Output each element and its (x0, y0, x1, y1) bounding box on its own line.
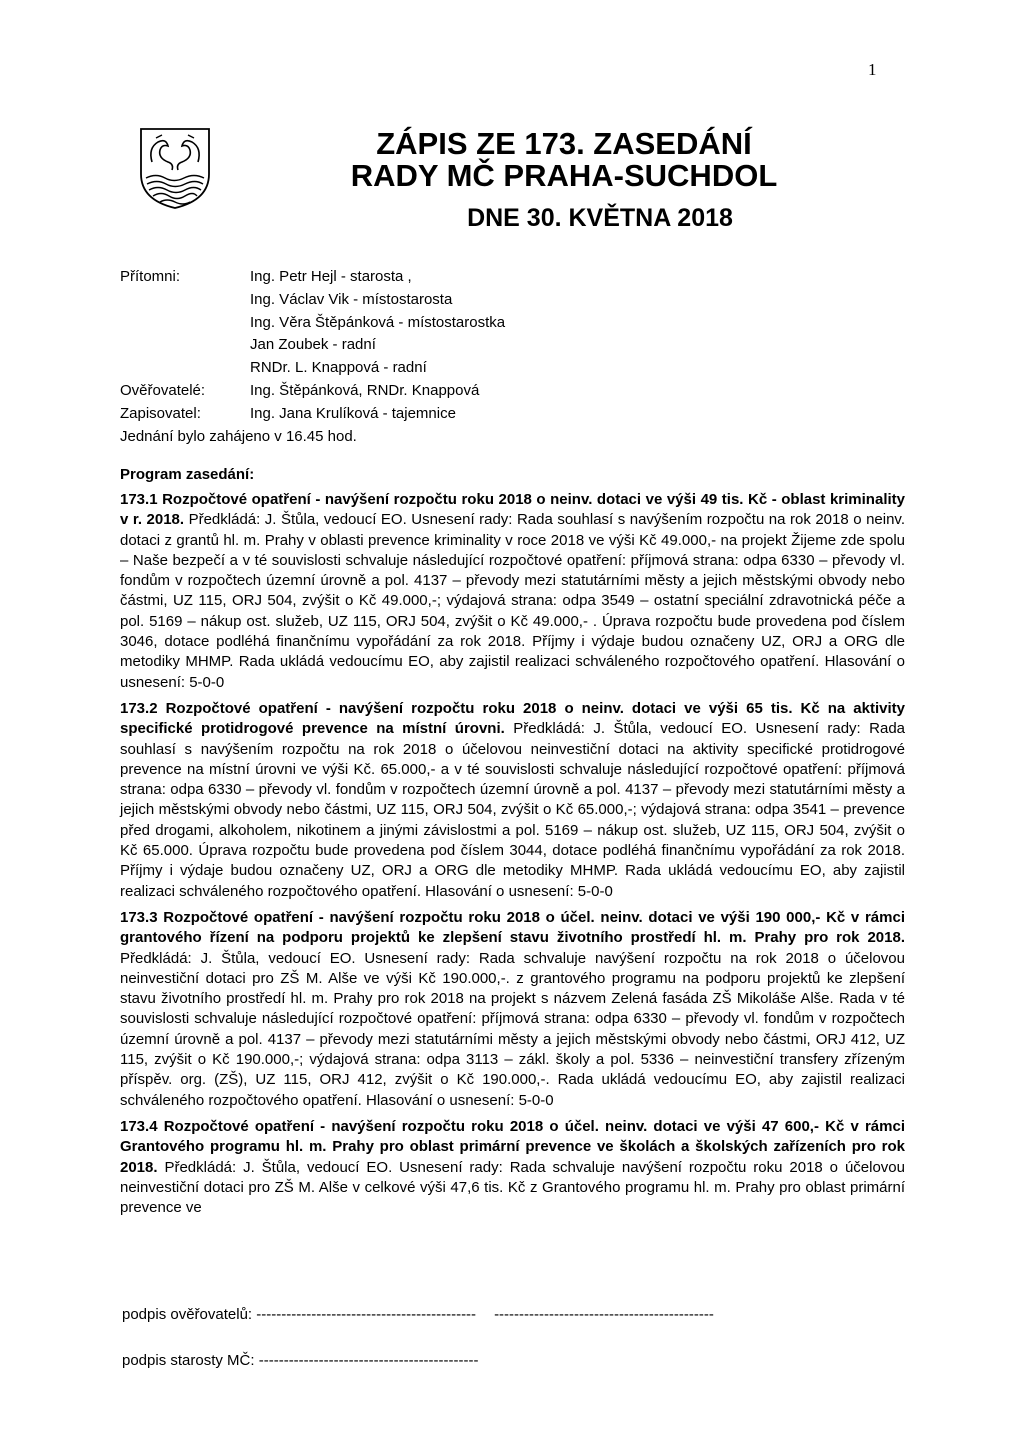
agenda-items (120, 490, 905, 1224)
signature-dashes: -------------------------------------------- (258, 1352, 479, 1369)
document-title-line1: ZÁPIS ZE 173. ZASEDÁNÍ (376, 126, 752, 161)
present-row (120, 266, 505, 289)
attendance-block (120, 266, 505, 448)
agenda-item (120, 490, 905, 693)
present-member: Jan Zoubek - radní (250, 336, 376, 354)
document-date: DNE 30. KVĚTNA 2018 (467, 204, 733, 232)
signature-dashes: -------------------------------------------- (256, 1306, 477, 1323)
present-member: Ing. Věra Štěpánková - místostarostka (250, 313, 506, 331)
verifiers-names: Ing. Štěpánková, RNDr. Knappová (250, 381, 480, 399)
present-member: Ing. Václav Vik - místostarosta (250, 290, 453, 308)
verifiers-signature-line (122, 1306, 714, 1323)
agenda-item-heading: 173.4 Rozpočtové opatření - navýšení rozpočtu roku 2018 o účel. neinv. dotaci ve výši 47 600,- Kč v rámci Grantového programu hl. m. Prahy pro oblast primární prevence ve školách a školských zařízeních pro rok 2018. (120, 1117, 905, 1176)
signature-dashes: -------------------------------------------- (494, 1306, 714, 1323)
verifiers-row (120, 380, 505, 403)
document-title-line2: RADY MČ PRAHA-SUCHDOL (350, 158, 778, 193)
agenda-item-body: Předkládá: J. Štůla, vedoucí EO. Usnesení rady: Rada schvaluje navýšení rozpočtu roku 2018 o účelovou neinvestiční dotaci pro ZŠ M. Alše v celkové výši 47,6 tis. Kč z Grantového programu hl. m. Prahy pro oblast primární prevence ve (120, 1158, 905, 1217)
agenda-item-heading: 173.2 Rozpočtové opatření - navýšení rozpočtu roku 2018 o neinv. dotaci ve výši 65 tis. Kč na aktivity specifické protidrogové prevence na místní úrovni. (120, 699, 905, 738)
meeting-start: Jednání bylo zahájeno v 16.45 hod. (120, 427, 357, 445)
agenda-item-body: Předkládá: J. Štůla, vedoucí EO. Usnesení rady: Rada schvaluje navýšení rozpočtu na rok 2018 o účelovou neinvestiční dotaci pro ZŠ M. Alše ve výši Kč 190.000,-. z grantového programu na podporu projektů ke zlepšení stavu životního prostředí hl. m. Prahy pro rok 2018 na projekt s názvem Zelená fasáda ZŠ Mikoláše Alše. Rada v té souvislosti schvaluje následující rozpočtové opatření: příjmová strana: odpa 6330 – převody vl. fondům v rozpočtech územní úrovně a pol. 4137 – převody mezi statutárními městy a jejich městskými obvody nebo částmi, ORJ 412, UZ 115, zvýšit o Kč 190.000,-; výdajová strana: odpa 3113 – zákl. školy a pol. 5336 – neinvestiční transfery zřízeným příspěv. org. (ZŠ), UZ 115, ORJ 412, zvýšit o Kč 190.000,-. Rada ukládá vedoucímu EO, aby zajistil realizaci schváleného rozpočtového opatření. Hlasování o usnesení: 5-0-0 (120, 949, 905, 1109)
program-heading: Program zasedání: (120, 466, 255, 483)
agenda-item-heading: 173.3 Rozpočtové opatření - navýšení rozpočtu roku 2018 o účel. neinv. dotaci ve výši 190 000,- Kč v rámci grantového řízení na podporu projektů ke zlepšení stavu životního prostředí hl. m. Prahy pro rok 2018. (120, 908, 905, 947)
agenda-item (120, 699, 905, 902)
mayor-signature-line (122, 1352, 479, 1369)
page-number: 1 (868, 60, 877, 79)
present-label: Přítomni: (120, 268, 181, 285)
present-member: Ing. Petr Hejl - starosta , (250, 268, 412, 285)
present-member: RNDr. L. Knappová - radní (250, 359, 427, 377)
recorder-label: Zapisovatel: (120, 404, 201, 422)
verifiers-signature-label: podpis ověřovatelů: (122, 1306, 253, 1323)
agenda-item-body: Předkládá: J. Štůla, vedoucí EO. Usnesení rady: Rada souhlasí s navýšením rozpočtu na rok 2018 o neinv. dotaci z grantů hl. m. Prahy v oblasti prevence kriminality v roce 2018 ve výši Kč 49.000,- na projekt Žijeme zde spolu – Naše bezpečí a v té souvislosti schvaluje následující rozpočtové opatření: příjmová strana: odpa 6330 – převody vl. fondům v rozpočtech územní úrovně a pol. 4137 – převody mezi statutárními městy a jejich městskými obvody nebo částmi, UZ 115, ORJ 504, zvýšit o Kč 49.000,-; výdajová strana: odpa 3549 – ostatní speciální zdravotnická péče a pol. 5169 – nákup ost. služeb, UZ 115, ORJ 504, zvýšit o Kč 49.000,- . Úprava rozpočtu bude provedena pod číslem 3046, dotace podléhá finančnímu vypořádání za rok 2018. Příjmy i výdaje budou označeny UZ, ORJ a ORG dle metodiky MHMP. Rada ukládá vedoucímu EO, aby zajistil realizaci schváleného rozpočtového opatření. Hlasování o usnesení: 5-0-0 (120, 511, 905, 691)
agenda-item-body: Předkládá: J. Štůla, vedoucí EO. Usnesení rady: Rada souhlasí s navýšením rozpočtu na rok 2018 o účelovou neinvestiční dotaci na aktivity specifické protidrogové prevence na místní úrovni ve výši Kč. 65.000,- a v té souvislosti schvaluje následující rozpočtové opatření: příjmová strana: odpa 6330 – převody vl. fondům v rozpočtech územní úrovně a pol. 4137 – převody mezi statutárními městy a jejich městskými obvody nebo částmi, UZ 115, ORJ 504, zvýšit o Kč 65.000,-; výdajová strana: odpa 3541 – prevence před drogami, alkoholem, nikotinem a jinými závislostmi a pol. 5169 – nákup ost. služeb, UZ 115, ORJ 504, zvýšit o Kč 65.000. Úprava rozpočtu bude provedena pod číslem 3044, dotace podléhá finančnímu vypořádání za rok 2018. Příjmy i výdaje budou označeny UZ, ORJ a ORG dle metodiky MHMP. Rada ukládá vedoucímu EO, aby zajistil realizaci schváleného rozpočtového opatření. Hlasování o usnesení: 5-0-0 (120, 720, 905, 900)
mayor-signature-label: podpis starosty MČ: (122, 1352, 255, 1369)
verifiers-label: Ověřovatelé: (120, 381, 206, 399)
recorder-name: Ing. Jana Krulíková - tajemnice (250, 404, 456, 422)
agenda-item (120, 908, 905, 1111)
recorder-row (120, 403, 505, 426)
agenda-item-heading: 173.1 Rozpočtové opatření - navýšení rozpočtu roku 2018 o neinv. dotaci ve výši 49 tis. Kč - oblast kriminality v r. 2018. (120, 491, 905, 529)
agenda-item (120, 1117, 905, 1218)
